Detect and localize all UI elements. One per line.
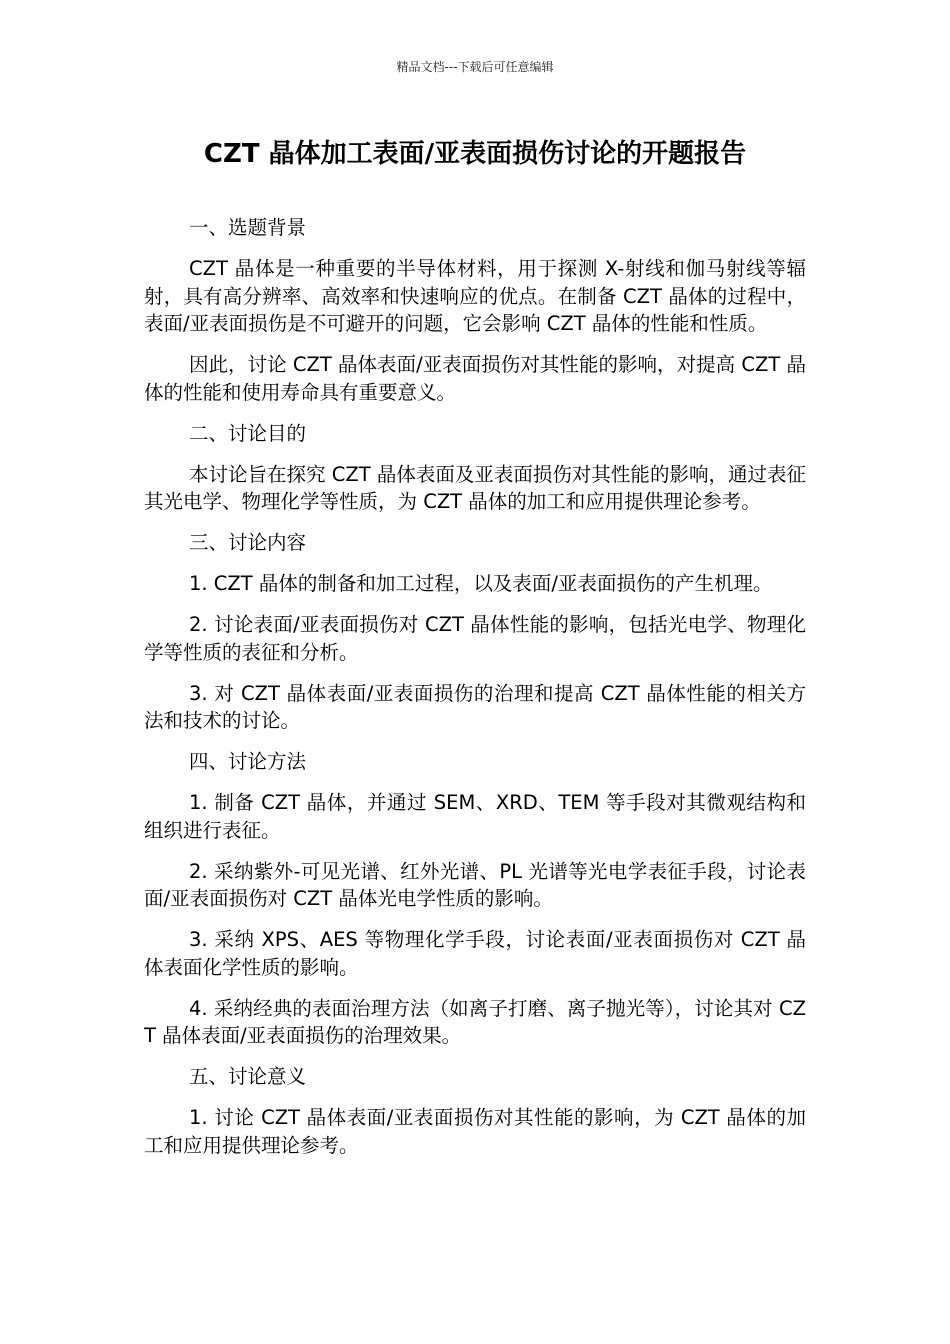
list-item-significance-1: 1. 讨论 CZT 晶体表面/亚表面损伤对其性能的影响，为 CZT 晶体的加工和应用提供理论参考。 [144,1106,806,1157]
section-heading-purpose: 二、讨论目的 [189,421,307,445]
section-heading-methods: 四、讨论方法 [189,750,307,773]
list-item-methods-3: 3. 采纳 XPS、AES 等物理化学手段，讨论表面/亚表面损伤对 CZT 晶体表面化学性质的影响。 [144,928,806,979]
list-item-methods-1: 1. 制备 CZT 晶体，并通过 SEM、XRD、TEM 等手段对其微观结构和组织进行表征。 [144,791,806,842]
paragraph-purpose: 本讨论旨在探究 CZT 晶体表面及亚表面损伤对其性能的影响，通过表征其光电学、物理化学等性质，为 CZT 晶体的加工和应用提供理论参考。 [144,462,806,513]
document-body [144,214,806,1173]
section-heading-background: 一、选题背景 [189,216,307,239]
list-item-content-2: 2. 讨论表面/亚表面损伤对 CZT 晶体性能的影响，包括光电学、物理化学等性质的表征和分析。 [144,613,806,664]
header-note: 精品文档---下载后可任意编辑 [396,60,554,74]
list-item-content-3: 3. 对 CZT 晶体表面/亚表面损伤的治理和提高 CZT 晶体性能的相关方法和技术的讨论。 [144,681,806,732]
list-item-content-1: 1. CZT 晶体的制备和加工过程，以及表面/亚表面损伤的产生机理。 [189,572,773,595]
section-heading-content: 三、讨论内容 [189,531,307,554]
list-item-methods-2: 2. 采纳紫外-可见光谱、红外光谱、PL 光谱等光电学表征手段，讨论表面/亚表面损伤对 CZT 晶体光电学性质的影响。 [144,859,806,910]
section-heading-significance: 五、讨论意义 [189,1065,307,1088]
document-title: CZT 晶体加工表面/亚表面损伤讨论的开题报告 [203,139,747,169]
list-item-methods-4: 4. 采纳经典的表面治理方法（如离子打磨、离子抛光等），讨论其对 CZT 晶体表面/亚表面损伤的治理效果。 [144,996,806,1047]
paragraph-background-2: 因此，讨论 CZT 晶体表面/亚表面损伤对其性能的影响，对提高 CZT 晶体的性能和使用寿命具有重要意义。 [144,353,806,404]
paragraph-background-1: CZT 晶体是一种重要的半导体材料，用于探测 X-射线和伽马射线等辐射，具有高分辨率、高效率和快速响应的优点。在制备 CZT 晶体的过程中，表面/亚表面损伤是不可避开的问题，它会影响 CZT 晶体的性能和性质。 [144,257,806,335]
